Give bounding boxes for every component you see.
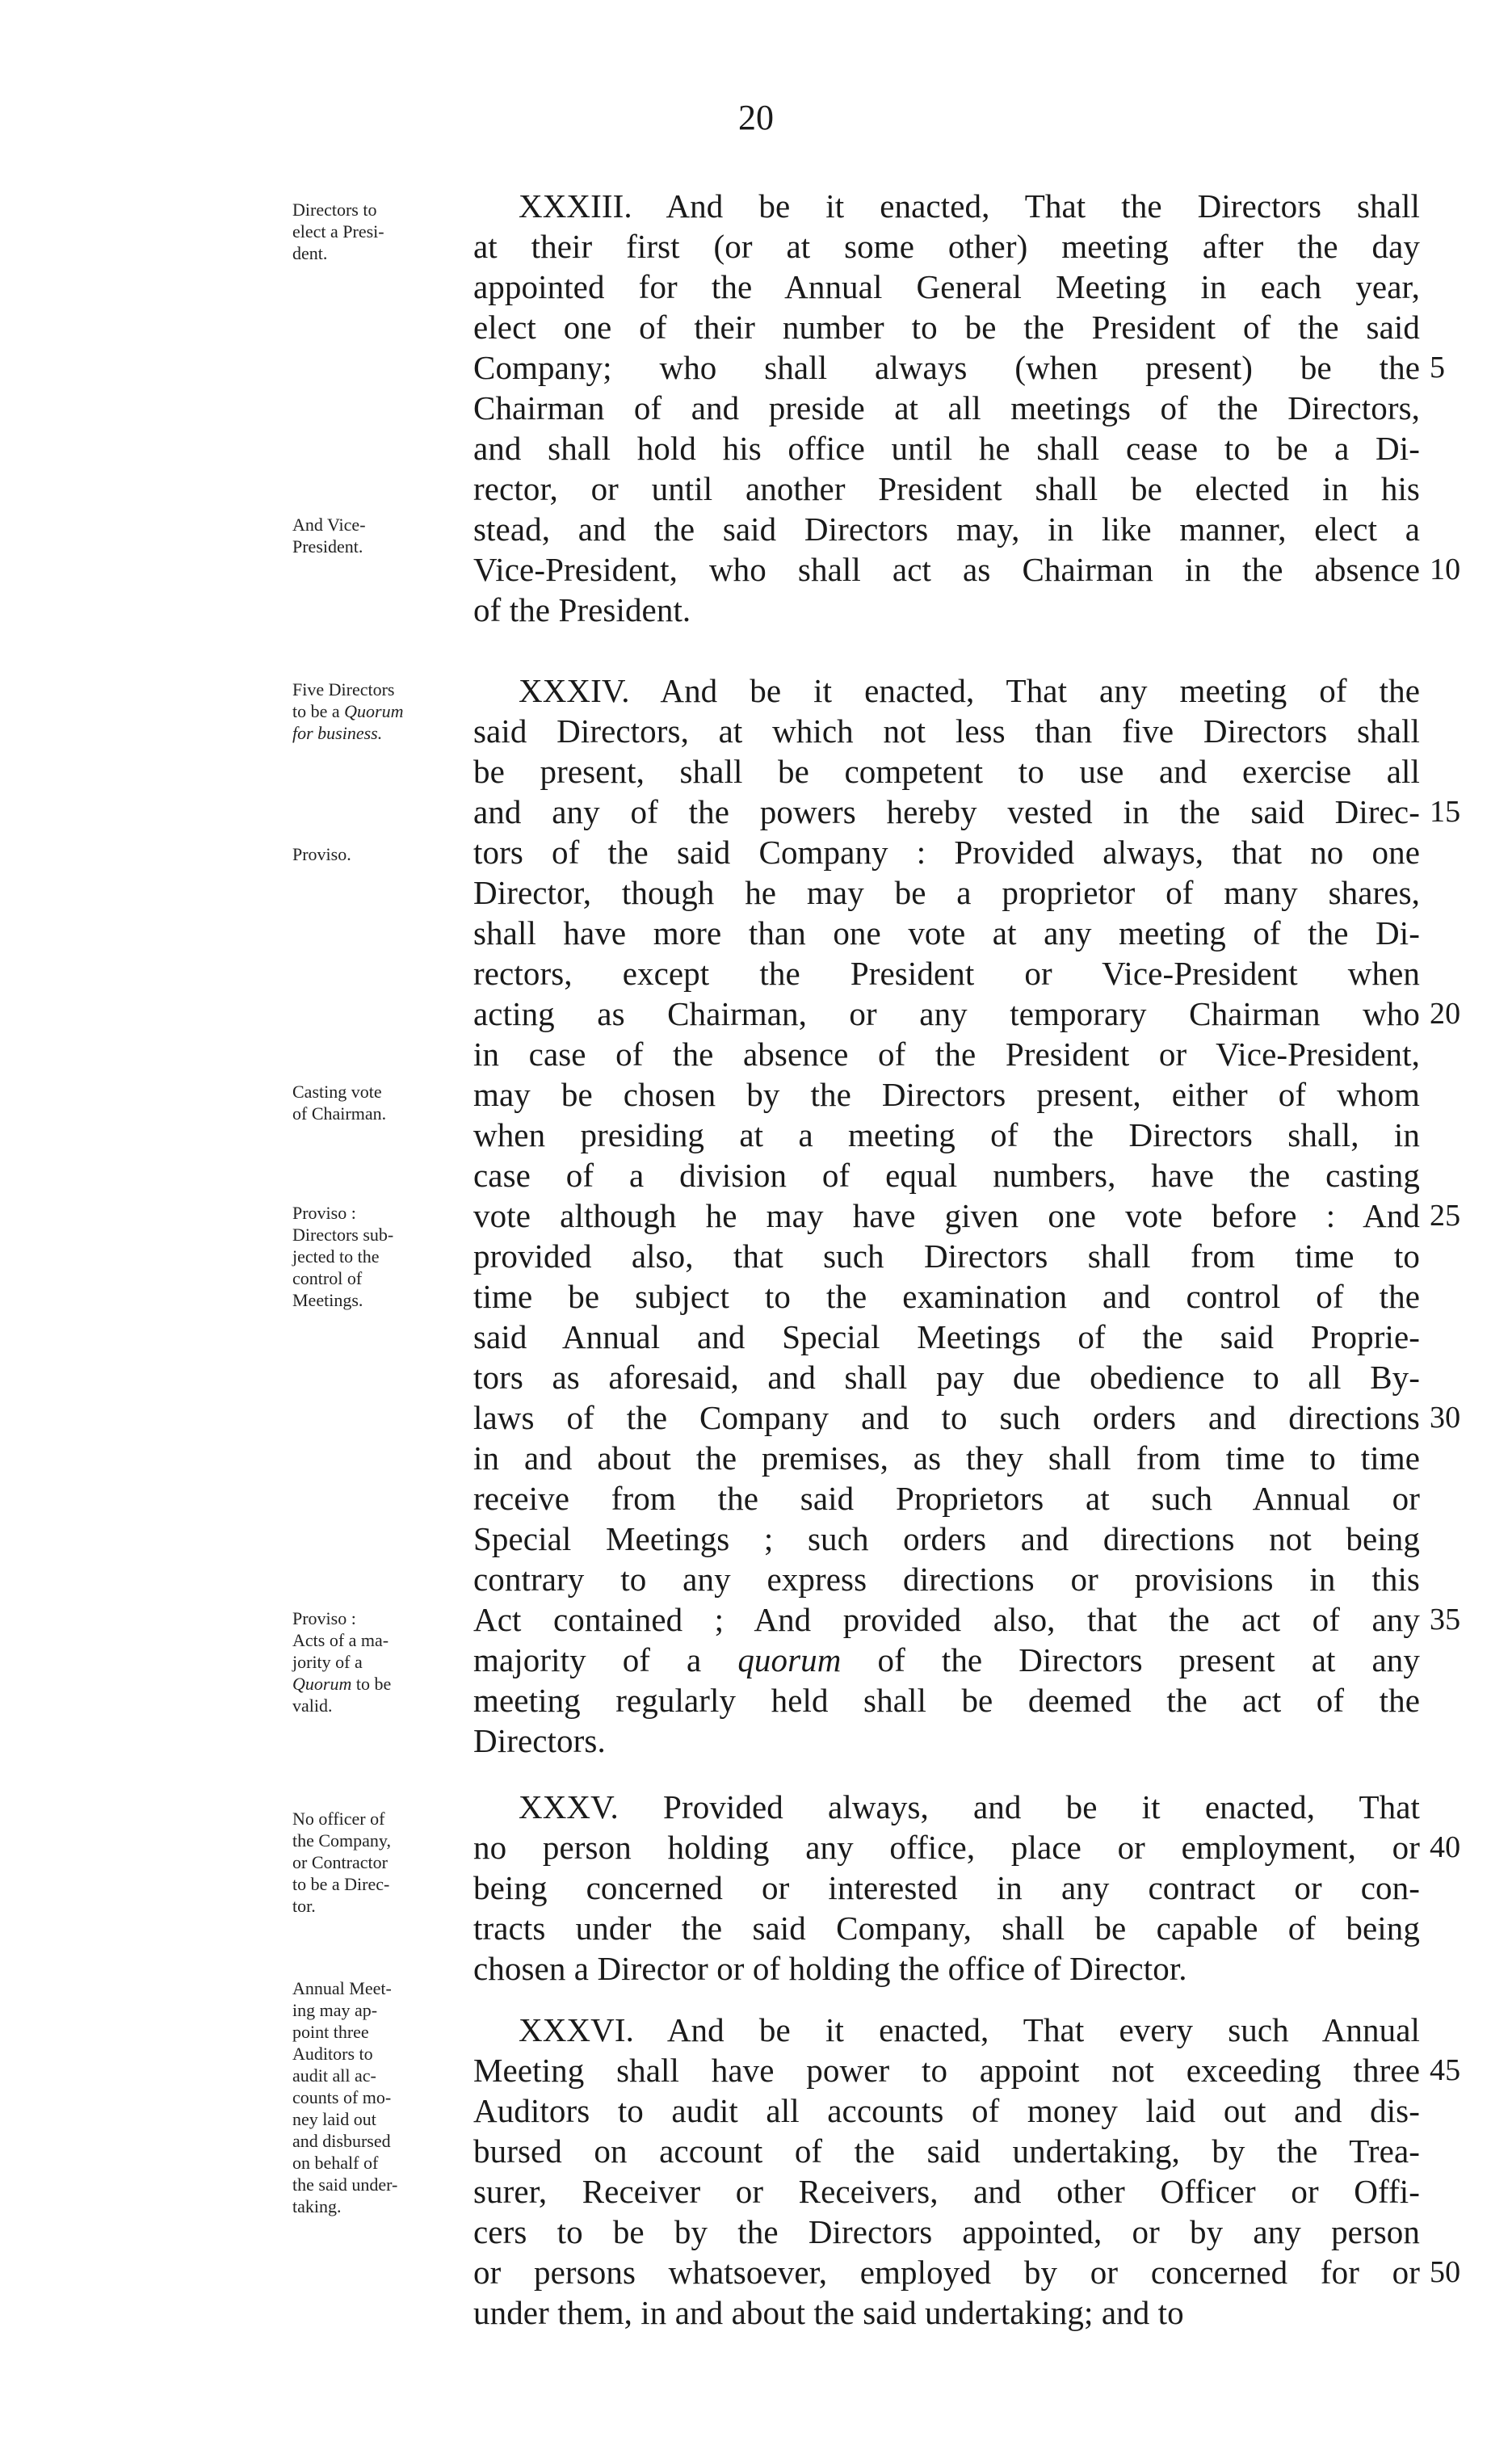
text-line-content: rector, or until another President shall be elected in his	[473, 470, 1420, 507]
text-line	[473, 2252, 1461, 2292]
text-line	[473, 1155, 1420, 1195]
margin-note-line: Proviso.	[292, 844, 351, 864]
line-number: 45	[1430, 2053, 1461, 2087]
text-line-content: be present, shall be competent to use and exercise all	[473, 753, 1420, 790]
margin-note	[292, 1607, 462, 1716]
text-line	[473, 832, 1420, 872]
margin-note-line: the said under-	[292, 2174, 398, 2195]
margin-note-line: valid.	[292, 1695, 333, 1716]
text-line-content: majority of a quorum of the Directors present at any	[473, 1641, 1420, 1678]
text-line	[473, 1034, 1420, 1074]
text-line-content: Directors.	[473, 1722, 606, 1759]
margin-note-line: elect a Presi-	[292, 221, 384, 242]
text-line-content: said Annual and Special Meetings of the said Proprie-	[473, 1318, 1420, 1355]
text-line-content: tors of the said Company : Provided always, that no one	[473, 834, 1420, 871]
margin-note-line: of Chairman.	[292, 1103, 387, 1124]
text-line	[473, 1115, 1420, 1155]
text-line-content: Auditors to audit all accounts of money laid out and dis-	[473, 2092, 1420, 2129]
section-s35	[473, 1787, 1461, 1989]
margin-note-line: Annual Meet-	[292, 1978, 392, 1998]
text-line-content: XXXIII. And be it enacted, That the Directors shall	[519, 187, 1420, 225]
text-line-content: rectors, except the President or Vice-President when	[473, 955, 1420, 992]
text-line-content: and any of the powers hereby vested in the said Direc-	[473, 793, 1420, 830]
margin-note-line: Casting vote	[292, 1082, 382, 1102]
margin-note-line: Directors sub-	[292, 1225, 394, 1245]
text-line	[473, 2090, 1420, 2131]
line-number: 15	[1430, 795, 1461, 829]
text-line-content: receive from the said Proprietors at such Annual or	[473, 1480, 1420, 1517]
text-line	[473, 1074, 1420, 1115]
text-line-content: case of a division of equal numbers, have the casting	[473, 1157, 1420, 1194]
text-line-content: surer, Receiver or Receivers, and other Officer or Offi-	[473, 2173, 1420, 2210]
line-number: 50	[1430, 2255, 1461, 2289]
margin-note-line: tor.	[292, 1896, 316, 1916]
text-line-content: Company; who shall always (when present) be the	[473, 349, 1420, 386]
section-s34	[473, 670, 1461, 1761]
margin-note-line: point three	[292, 2022, 369, 2042]
text-line	[473, 307, 1420, 347]
line-number: 30	[1430, 1401, 1461, 1435]
text-line-content: XXXIV. And be it enacted, That any meeting of the	[519, 672, 1420, 709]
line-number: 25	[1430, 1199, 1461, 1233]
text-line-content: meeting regularly held shall be deemed the act of the	[473, 1682, 1420, 1719]
margin-note-line: President.	[292, 536, 363, 557]
text-line	[473, 2292, 1420, 2333]
text-line	[473, 792, 1461, 832]
line-number: 10	[1430, 552, 1461, 586]
text-line	[473, 711, 1420, 751]
text-line	[473, 1397, 1461, 1438]
margin-note-line: Proviso :	[292, 1608, 356, 1628]
margin-note	[292, 199, 462, 264]
margin-note	[292, 1081, 462, 1124]
text-line-content: being concerned or interested in any contract or con-	[473, 1869, 1420, 1906]
text-line	[473, 468, 1420, 509]
text-line	[473, 1599, 1461, 1640]
text-line	[473, 1357, 1420, 1397]
text-line	[473, 1317, 1420, 1357]
text-line-content: in and about the premises, as they shall from time to time	[473, 1439, 1420, 1477]
text-line	[473, 670, 1420, 711]
text-line	[473, 1195, 1461, 1236]
text-line	[473, 1827, 1461, 1868]
line-number: 5	[1430, 351, 1446, 384]
text-line	[473, 1787, 1420, 1827]
text-line-content: contrary to any express directions or provisions in this	[473, 1561, 1420, 1598]
text-line-content: Meeting shall have power to appoint not exceeding three	[473, 2052, 1420, 2089]
text-line	[473, 1276, 1420, 1317]
text-line-content: tors as aforesaid, and shall pay due obedience to all By-	[473, 1359, 1420, 1396]
text-line-content: Act contained ; And provided also, that the act of any	[473, 1601, 1420, 1638]
text-line-content: vote although he may have given one vote before : And	[473, 1197, 1420, 1234]
text-line-content: Special Meetings ; such orders and directions not being	[473, 1520, 1420, 1557]
text-line-content: appointed for the Annual General Meeting in each year,	[473, 268, 1420, 305]
text-line-content: may be chosen by the Directors present, either of whom	[473, 1076, 1420, 1113]
margin-note-line: No officer of	[292, 1809, 385, 1829]
text-line-content: elect one of their number to be the President of the said	[473, 309, 1420, 346]
margin-note-line: Directors to	[292, 200, 377, 220]
margin-note	[292, 1808, 462, 1917]
text-line-content: XXXV. Provided always, and be it enacted, That	[519, 1788, 1420, 1825]
text-line-content: no person holding any office, place or employment, or	[473, 1829, 1420, 1866]
text-line-content: when presiding at a meeting of the Directors shall, in	[473, 1116, 1420, 1153]
margin-note-line: or Contractor	[292, 1852, 388, 1872]
margin-note-line: Proviso :	[292, 1203, 356, 1223]
margin-note-line: audit all ac-	[292, 2065, 376, 2086]
text-line	[473, 549, 1461, 590]
margin-note	[292, 1977, 462, 2217]
line-number: 35	[1430, 1603, 1461, 1636]
text-line-content: provided also, that such Directors shall from time to	[473, 1237, 1420, 1275]
text-line-content: in case of the absence of the President or Vice-President,	[473, 1036, 1420, 1073]
text-line	[473, 2171, 1420, 2212]
text-line	[473, 1948, 1420, 1989]
text-line	[473, 509, 1420, 549]
text-line-content: Vice-President, who shall act as Chairman in the absence	[473, 551, 1420, 588]
text-line-content: of the President.	[473, 591, 691, 628]
margin-note-line: the Company,	[292, 1830, 391, 1851]
text-line	[473, 1438, 1420, 1478]
margin-note-line: Quorum to be	[292, 1674, 392, 1694]
text-line-content: and shall hold his office until he shall cease to be a Di-	[473, 430, 1420, 467]
margin-note-line: counts of mo-	[292, 2087, 392, 2107]
line-number: 20	[1430, 997, 1461, 1031]
text-line	[473, 1640, 1420, 1680]
text-line-content: time be subject to the examination and control of the	[473, 1278, 1420, 1315]
text-line-content: acting as Chairman, or any temporary Chairman who	[473, 995, 1420, 1032]
section-s33	[473, 186, 1461, 630]
text-line	[473, 388, 1420, 428]
text-line-content: tracts under the said Company, shall be capable of being	[473, 1910, 1420, 1947]
margin-note	[292, 679, 462, 744]
text-line	[473, 1908, 1420, 1948]
text-line-content: bursed on account of the said undertaking, by the Trea-	[473, 2132, 1420, 2170]
margin-note-line: Five Directors	[292, 679, 395, 700]
text-line	[473, 1519, 1420, 1559]
margin-note-line: taking.	[292, 2196, 342, 2216]
text-line	[473, 913, 1420, 953]
text-line-content: chosen a Director or of holding the office of Director.	[473, 1950, 1187, 1987]
text-line-content: Chairman of and preside at all meetings of the Directors,	[473, 389, 1420, 426]
text-line	[473, 1236, 1420, 1276]
text-line-content: XXXVI. And be it enacted, That every such Annual	[519, 2011, 1420, 2048]
text-line-content: at their first (or at some other) meeting after the day	[473, 228, 1420, 265]
margin-note-line: Meetings.	[292, 1290, 363, 1310]
margin-note-line: Auditors to	[292, 2044, 373, 2064]
text-line-content: under them, in and about the said undertaking; and to	[473, 2294, 1184, 2331]
text-line-content: Director, though he may be a proprietor of many shares,	[473, 874, 1420, 911]
margin-note	[292, 1202, 462, 1311]
margin-note-line: And Vice-	[292, 515, 366, 535]
text-line-content: shall have more than one vote at any meeting of the Di-	[473, 914, 1420, 952]
margin-note	[292, 843, 462, 865]
text-line	[473, 2212, 1420, 2252]
section-s36	[473, 2010, 1461, 2333]
margin-note-line: to be a Quorum	[292, 701, 404, 721]
text-line	[473, 1478, 1420, 1519]
text-line	[473, 2131, 1420, 2171]
margin-note-line: control of	[292, 1268, 363, 1288]
margin-note-line: for business.	[292, 723, 383, 743]
text-line-content: cers to be by the Directors appointed, or by any person	[473, 2213, 1420, 2250]
text-line	[473, 428, 1420, 468]
text-line-content: laws of the Company and to such orders and directions	[473, 1399, 1420, 1436]
text-line	[473, 186, 1420, 226]
text-line	[473, 226, 1420, 267]
margin-note-line: and disbursed	[292, 2131, 391, 2151]
page-number: 20	[738, 98, 774, 137]
text-line	[473, 994, 1461, 1034]
text-line	[473, 2010, 1420, 2050]
margin-note-line: to be a Direc-	[292, 1874, 390, 1894]
text-line-content: or persons whatsoever, employed by or concerned for or	[473, 2254, 1420, 2291]
text-line	[473, 1868, 1420, 1908]
text-line-content: stead, and the said Directors may, in like manner, elect a	[473, 510, 1420, 548]
text-line	[473, 751, 1420, 792]
text-line	[473, 267, 1420, 307]
text-line	[473, 872, 1420, 913]
line-number: 40	[1430, 1830, 1461, 1864]
text-line	[473, 2050, 1461, 2090]
margin-note-line: jority of a	[292, 1652, 363, 1672]
text-line	[473, 1720, 1420, 1761]
text-line	[473, 1559, 1420, 1599]
margin-note-line: ing may ap-	[292, 2000, 378, 2020]
text-line-content: said Directors, at which not less than five Directors shall	[473, 712, 1420, 750]
text-line	[473, 953, 1420, 994]
text-line	[473, 1680, 1420, 1720]
margin-note-line: jected to the	[292, 1246, 380, 1267]
text-line	[473, 590, 1420, 630]
margin-note-line: on behalf of	[292, 2153, 379, 2173]
margin-note	[292, 514, 462, 557]
margin-note-line: ney laid out	[292, 2109, 376, 2129]
margin-note-line: Acts of a ma-	[292, 1630, 389, 1650]
margin-note-line: dent.	[292, 243, 328, 263]
text-line	[473, 347, 1446, 388]
